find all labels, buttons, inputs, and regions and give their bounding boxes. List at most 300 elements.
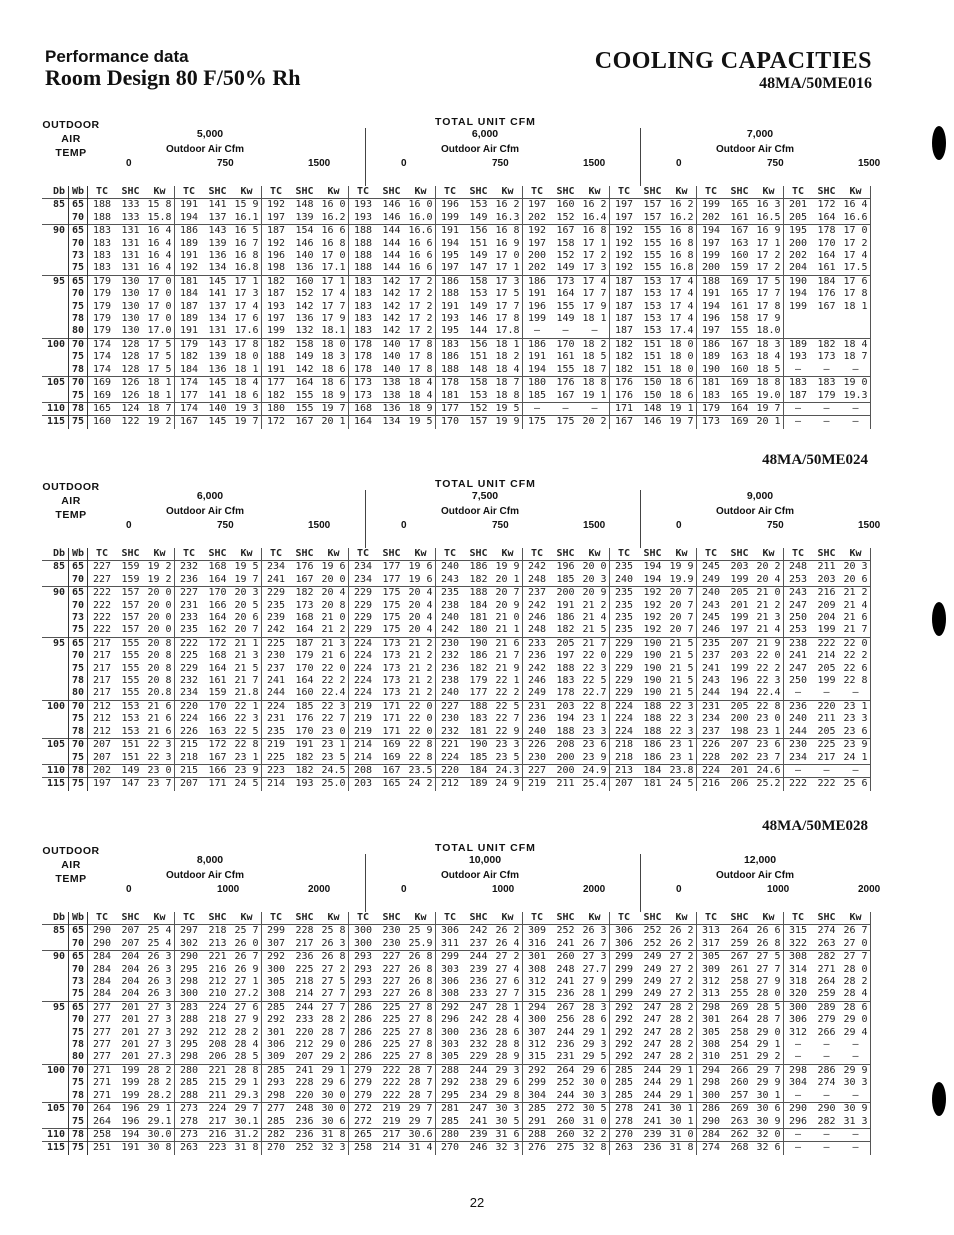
tc-cell: 219 (262, 739, 291, 752)
db-cell (42, 976, 69, 988)
db-cell: 110 (42, 764, 69, 777)
kw-cell: 22 7 (493, 713, 523, 725)
db-cell: 115 (42, 416, 69, 429)
kw-cell: 17 7 (754, 288, 784, 300)
kw-cell: 31 8 (232, 1142, 262, 1155)
tc-header: TC (617, 548, 631, 559)
tc-cell: 244 (788, 725, 808, 737)
tc-cell: 220 (175, 700, 204, 713)
kw-cell: 29 1 (232, 1077, 262, 1089)
kw-cell: 26 8 (406, 964, 436, 976)
shc-cell: 175 (382, 612, 401, 624)
db-cell: 85 (42, 199, 69, 212)
kw-cell: 23 3 (493, 739, 523, 752)
shc-cell: 203 (551, 700, 580, 713)
shc-cell: 131 (121, 262, 140, 274)
shc-cell: 131 (208, 325, 227, 337)
table-row (42, 238, 871, 250)
shc-cell: 227 (382, 976, 401, 988)
table-row (42, 262, 871, 275)
shc-header: SHC (469, 548, 488, 559)
shc-cell: 159 (116, 561, 145, 574)
tc-cell: 242 (266, 624, 286, 636)
kw-cell: 22 5 (232, 726, 262, 739)
tc-cell: 199 (701, 250, 721, 262)
shc-cell: 248 (290, 1103, 319, 1116)
kw-cell: 25 7 (232, 925, 262, 938)
kw-cell: 26 3 (580, 925, 610, 938)
shc-cell: 150 (643, 389, 662, 401)
kw-cell: 21 4 (841, 600, 871, 612)
column-header-row (42, 912, 871, 925)
punch-hole (932, 602, 946, 636)
kw-cell: 29 3 (493, 1064, 523, 1077)
tc-cell: 244 (701, 687, 721, 699)
table-row (42, 1064, 871, 1077)
shc-cell: 222 (812, 778, 841, 791)
outdoor-air-cfm-value: 0 (126, 520, 132, 531)
tc-cell: 212 (92, 725, 112, 737)
wb-cell: 75 (69, 713, 88, 725)
shc-cell: 218 (208, 1014, 227, 1026)
tc-cell: 192 (614, 250, 634, 262)
tc-cell: 186 (440, 351, 460, 363)
tc-cell: 191 (175, 199, 204, 212)
shc-cell: 159 (208, 687, 227, 699)
kw-cell: 21 4 (754, 624, 784, 637)
db-cell (42, 713, 69, 725)
shc-cell: 233 (295, 1014, 314, 1026)
kw-cell: 16 8 (319, 238, 349, 250)
kw-cell: 18 4 (406, 390, 436, 403)
shc-cell: 227 (382, 988, 401, 1000)
kw-cell: 29 5 (580, 1051, 610, 1064)
shc-cell: 218 (295, 976, 314, 988)
table-row (42, 925, 871, 938)
kw-cell: 28 5 (232, 1051, 262, 1064)
tc-cell: 292 (523, 1064, 552, 1077)
kw-cell: 17 5 (145, 364, 175, 377)
shc-cell: 133 (116, 199, 145, 212)
table-row (42, 212, 871, 225)
kw-cell: 21 5 (580, 624, 610, 637)
shc-cell: 169 (725, 275, 754, 288)
db-cell: 90 (42, 587, 69, 600)
tc-cell: 195 (440, 325, 460, 337)
kw-cell: 26 4 (493, 938, 523, 951)
tc-cell: 168 (349, 402, 378, 415)
shc-cell: 205 (725, 700, 754, 713)
tc-cell: 230 (436, 637, 465, 650)
kw-cell: 27 1 (232, 976, 262, 988)
tc-cell: 258 (88, 1128, 117, 1141)
kw-cell: — (841, 1090, 871, 1103)
kw-cell: 28 1 (580, 988, 610, 1001)
table-header (42, 114, 881, 186)
kw-cell: 32 8 (580, 1142, 610, 1155)
shc-cell: 246 (464, 1142, 493, 1155)
shc-cell: 137 (208, 300, 227, 312)
tc-cell: 205 (788, 211, 808, 223)
tc-cell: 218 (179, 751, 199, 763)
tc-cell: 173 (697, 416, 726, 429)
tc-cell: 217 (88, 637, 117, 650)
kw-cell: 29 1 (580, 1027, 610, 1039)
wb-cell: 70 (69, 938, 88, 951)
kw-cell: 17 4 (232, 301, 262, 313)
kw-cell: 19.0 (754, 390, 784, 403)
kw-cell: 28 9 (493, 1051, 523, 1064)
kw-cell: 32 6 (754, 1142, 784, 1155)
tc-cell: 306 (440, 976, 460, 988)
tc-cell: 192 (266, 237, 286, 249)
tc-cell: 221 (436, 739, 465, 752)
shc-cell: 190 (638, 637, 667, 650)
shc-cell: 183 (469, 713, 488, 725)
model-label-024: 48MA/50ME024 (762, 452, 868, 468)
tc-cell: 218 (610, 739, 639, 752)
shc-cell: 263 (817, 937, 836, 949)
shc-cell: 151 (469, 237, 488, 249)
tc-cell: 292 (614, 1014, 634, 1026)
kw-cell: 19 5 (232, 561, 262, 574)
kw-cell: 30 0 (580, 1077, 610, 1089)
shc-cell: 175 (377, 587, 406, 600)
shc-cell: 167 (817, 300, 836, 312)
shc-cell: 271 (817, 963, 836, 975)
header-subtitle: Performance data (45, 47, 189, 66)
shc-cell: 155 (643, 250, 662, 262)
kw-cell: 16 8 (667, 238, 697, 250)
tc-cell: 306 (266, 1039, 286, 1051)
shc-cell: 217 (817, 751, 836, 763)
wb-cell: 80 (69, 687, 88, 700)
tc-cell: 186 (436, 275, 465, 288)
shc-cell: 165 (730, 288, 749, 300)
tc-header: TC (617, 912, 631, 923)
tc-cell: — (523, 402, 552, 415)
shc-cell: 211 (812, 561, 841, 574)
kw-cell: 30 5 (580, 1103, 610, 1116)
shc-cell: 155 (121, 675, 140, 687)
shc-header: SHC (208, 186, 227, 197)
kw-cell: 17 8 (406, 338, 436, 351)
shc-cell: 244 (464, 951, 493, 964)
shc-header: SHC (208, 912, 227, 923)
db-cell (42, 1039, 69, 1051)
kw-cell: 16 6 (406, 262, 436, 275)
tc-cell: 197 (88, 778, 117, 791)
kw-cell: 17 2 (754, 262, 784, 275)
kw-cell: 29 1 (667, 1064, 697, 1077)
shc-cell: 188 (556, 662, 575, 674)
wb-cell: 75 (69, 752, 88, 765)
kw-cell: 17 0 (841, 225, 871, 238)
kw-cell: 22 0 (406, 700, 436, 713)
kw-cell: 17 8 (841, 288, 871, 300)
kw-cell: 18 2 (580, 338, 610, 351)
tc-cell: 199 (788, 300, 808, 312)
tc-cell: 306 (610, 925, 639, 938)
kw-cell: 27 8 (406, 1014, 436, 1026)
shc-cell: 157 (116, 587, 145, 600)
db-cell: 110 (42, 1128, 69, 1141)
kw-cell: 23 0 (319, 726, 349, 739)
tc-cell: 285 (266, 1115, 286, 1127)
kw-cell: — (841, 416, 871, 429)
capacity-table (42, 186, 871, 429)
kw-cell: 17 8 (406, 351, 436, 363)
tc-cell: 183 (353, 325, 373, 337)
shc-cell: 190 (643, 687, 662, 699)
shc-cell: 173 (382, 687, 401, 699)
tc-cell: — (784, 1128, 813, 1141)
tc-cell: 278 (179, 1115, 199, 1127)
shc-cell: 182 (469, 573, 488, 585)
tc-cell: 299 (614, 976, 634, 988)
wb-cell: 78 (69, 1039, 88, 1051)
kw-cell: 31 0 (580, 1116, 610, 1129)
total-unit-cfm-label: TOTAL UNIT CFM (435, 116, 536, 128)
table-row (42, 752, 871, 765)
kw-cell: 16 2 (493, 199, 523, 212)
shc-cell: 252 (643, 937, 662, 949)
shc-cell: 207 (121, 937, 140, 949)
tc-cell: 238 (784, 637, 813, 650)
kw-header: Kw (754, 912, 784, 925)
group-divider (640, 128, 641, 186)
tc-cell: 307 (527, 1026, 547, 1038)
tc-cell: 196 (436, 199, 465, 212)
tc-cell: 285 (610, 1064, 639, 1077)
wb-cell: 75 (69, 351, 88, 363)
shc-cell: 173 (817, 351, 836, 363)
shc-cell: 180 (469, 624, 488, 636)
shc-cell: 164 (290, 377, 319, 390)
kw-cell: 17.6 (232, 325, 262, 338)
kw-cell: 27 8 (406, 1039, 436, 1051)
tc-cell: — (794, 1089, 802, 1101)
tc-cell: 245 (697, 561, 726, 574)
tc-cell: 232 (179, 675, 199, 687)
shc-cell: 227 (382, 963, 401, 975)
outdoor-air-cfm-value: 0 (401, 884, 407, 895)
tc-cell: 230 (784, 739, 813, 752)
table-row (42, 650, 871, 662)
group-divider (365, 490, 366, 548)
kw-cell: 22 3 (667, 726, 697, 739)
kw-cell: 21 7 (232, 675, 262, 687)
db-cell: 85 (42, 561, 69, 574)
tc-cell: 235 (266, 725, 286, 737)
table-row (42, 1001, 871, 1014)
shc-cell: 155 (121, 662, 140, 674)
outdoor-air-cfm-value: 0 (676, 520, 682, 531)
shc-cell: 149 (556, 262, 575, 274)
shc-cell: 182 (812, 338, 841, 351)
shc-cell: 164 (295, 675, 314, 687)
tc-cell: 183 (92, 250, 112, 262)
shc-cell: 176 (290, 561, 319, 574)
shc-cell: 213 (208, 937, 227, 949)
tc-cell: 285 (523, 1103, 552, 1116)
kw-cell: 16 7 (232, 238, 262, 250)
tc-cell: 183 (92, 237, 112, 249)
kw-cell: 16.0 (406, 212, 436, 225)
kw-cell: 25 4 (145, 925, 175, 938)
shc-cell: 196 (730, 675, 749, 687)
shc-cell: 201 (116, 1001, 145, 1014)
kw-cell: 17 0 (145, 313, 175, 325)
shc-cell: 144 (382, 262, 401, 274)
shc-cell: 188 (643, 725, 662, 737)
kw-cell: 20 8 (145, 675, 175, 687)
kw-cell: 22 3 (667, 700, 697, 713)
kw-cell: 29 6 (493, 1077, 523, 1089)
kw-cell: 29 9 (841, 1064, 871, 1077)
shc-cell: 185 (290, 700, 319, 713)
kw-cell: 27 3 (580, 951, 610, 964)
unit-cfm-value: 6,000 (471, 128, 499, 140)
shc-cell: 161 (730, 211, 749, 223)
tc-cell: 230 (527, 751, 547, 763)
shc-cell: 244 (290, 1001, 319, 1014)
kw-cell: 18 7 (580, 364, 610, 377)
kw-cell: 17 5 (754, 275, 784, 288)
tc-cell: 186 (523, 275, 552, 288)
tc-cell: 286 (353, 1051, 373, 1063)
tc-cell: 182 (610, 338, 639, 351)
tc-cell: 309 (266, 1051, 286, 1063)
shc-cell: 247 (643, 1026, 662, 1038)
db-cell: 115 (42, 778, 69, 791)
tc-cell: 215 (175, 739, 204, 752)
tc-cell: 173 (349, 377, 378, 390)
tc-cell: 224 (353, 675, 373, 687)
shc-cell: 182 (295, 751, 314, 763)
tc-cell: 313 (697, 925, 726, 938)
table-row (42, 351, 871, 363)
outdoor-air-cfm-value: 1500 (583, 520, 606, 531)
shc-cell: 199 (121, 1077, 140, 1089)
kw-cell: 23.8 (667, 764, 697, 777)
shc-cell: 203 (817, 573, 836, 585)
shc-cell: 260 (730, 1077, 749, 1089)
shc-cell: 224 (203, 1103, 232, 1116)
shc-cell: 188 (464, 700, 493, 713)
tc-cell: 227 (436, 700, 465, 713)
shc-cell: 249 (638, 951, 667, 964)
kw-cell: 19 7 (319, 402, 349, 415)
table-row (42, 700, 871, 713)
outdoor-air-cfm-value: 750 (767, 520, 784, 531)
tc-cell: 196 (701, 313, 721, 325)
shc-cell: 149 (116, 764, 145, 777)
kw-cell: 21 0 (754, 587, 784, 600)
shc-header: SHC (643, 912, 662, 923)
tc-cell: 271 (92, 1077, 112, 1089)
outdoor-air-cfm-value: 2000 (858, 884, 881, 895)
shc-cell: 170 (203, 700, 232, 713)
tc-cell: 284 (697, 1128, 726, 1141)
shc-cell: 164 (817, 250, 836, 262)
table-row (42, 390, 871, 403)
kw-cell: 30 0 (319, 1103, 349, 1116)
kw-cell: 23 1 (754, 726, 784, 739)
kw-cell: — (580, 402, 610, 415)
tc-header: TC (182, 548, 196, 559)
shc-cell: 151 (121, 751, 140, 763)
db-cell (42, 1090, 69, 1103)
kw-cell: 27 7 (754, 964, 784, 976)
tc-cell: 293 (266, 1077, 286, 1089)
tc-cell: 291 (527, 1115, 547, 1127)
outdoor-air-cfm-label: Outdoor Air Cfm (441, 870, 519, 881)
shc-cell: 160 (290, 275, 319, 288)
shc-cell: 144 (469, 325, 488, 337)
capacity-table (42, 912, 871, 1155)
shc-header: SHC (382, 548, 401, 559)
shc-cell: 142 (295, 300, 314, 312)
kw-cell: 17 9 (754, 313, 784, 325)
tc-cell: 304 (527, 1089, 547, 1101)
kw-cell: 28 2 (232, 1027, 262, 1039)
shc-cell: 184 (812, 275, 841, 288)
shc-cell: 218 (203, 925, 232, 938)
shc-cell: 201 (121, 1039, 140, 1051)
tc-cell: 179 (697, 402, 726, 415)
kw-cell: 24.9 (580, 764, 610, 777)
kw-header: Kw (145, 186, 175, 199)
kw-header: Kw (406, 186, 436, 199)
kw-cell: 17 4 (580, 275, 610, 288)
tc-cell: 202 (88, 764, 117, 777)
tc-cell: 311 (440, 937, 460, 949)
shc-cell: 157 (643, 211, 662, 223)
kw-cell: 22 2 (841, 650, 871, 662)
wb-cell: 70 (69, 739, 88, 752)
shc-cell: 155 (295, 389, 314, 401)
tc-cell: 235 (610, 561, 639, 574)
shc-cell: 139 (295, 211, 314, 223)
kw-cell: 20 9 (580, 587, 610, 600)
tc-cell: 187 (179, 300, 199, 312)
tc-cell: 286 (353, 1014, 373, 1026)
shc-cell: 244 (638, 1064, 667, 1077)
tc-cell: 299 (262, 925, 291, 938)
tc-cell: 225 (266, 751, 286, 763)
tc-cell: 305 (440, 1051, 460, 1063)
shc-cell: 149 (469, 250, 488, 262)
kw-header: Kw (493, 548, 523, 561)
tc-cell: 285 (440, 1115, 460, 1127)
shc-cell: 194 (638, 561, 667, 574)
kw-header: Kw (580, 548, 610, 561)
kw-cell: 19 5 (493, 402, 523, 415)
kw-cell: 27 8 (406, 1001, 436, 1014)
kw-header: Kw (754, 548, 784, 561)
tc-cell: 193 (349, 199, 378, 212)
kw-cell: 26 3 (319, 938, 349, 951)
tc-cell: 238 (440, 599, 460, 611)
shc-cell: 168 (208, 650, 227, 662)
kw-cell: 18 4 (232, 377, 262, 390)
kw-cell: 19 1 (580, 390, 610, 403)
shc-cell: 142 (382, 288, 401, 300)
shc-cell: — (812, 1142, 841, 1155)
table-row (42, 778, 871, 791)
shc-cell: 164 (208, 573, 227, 585)
